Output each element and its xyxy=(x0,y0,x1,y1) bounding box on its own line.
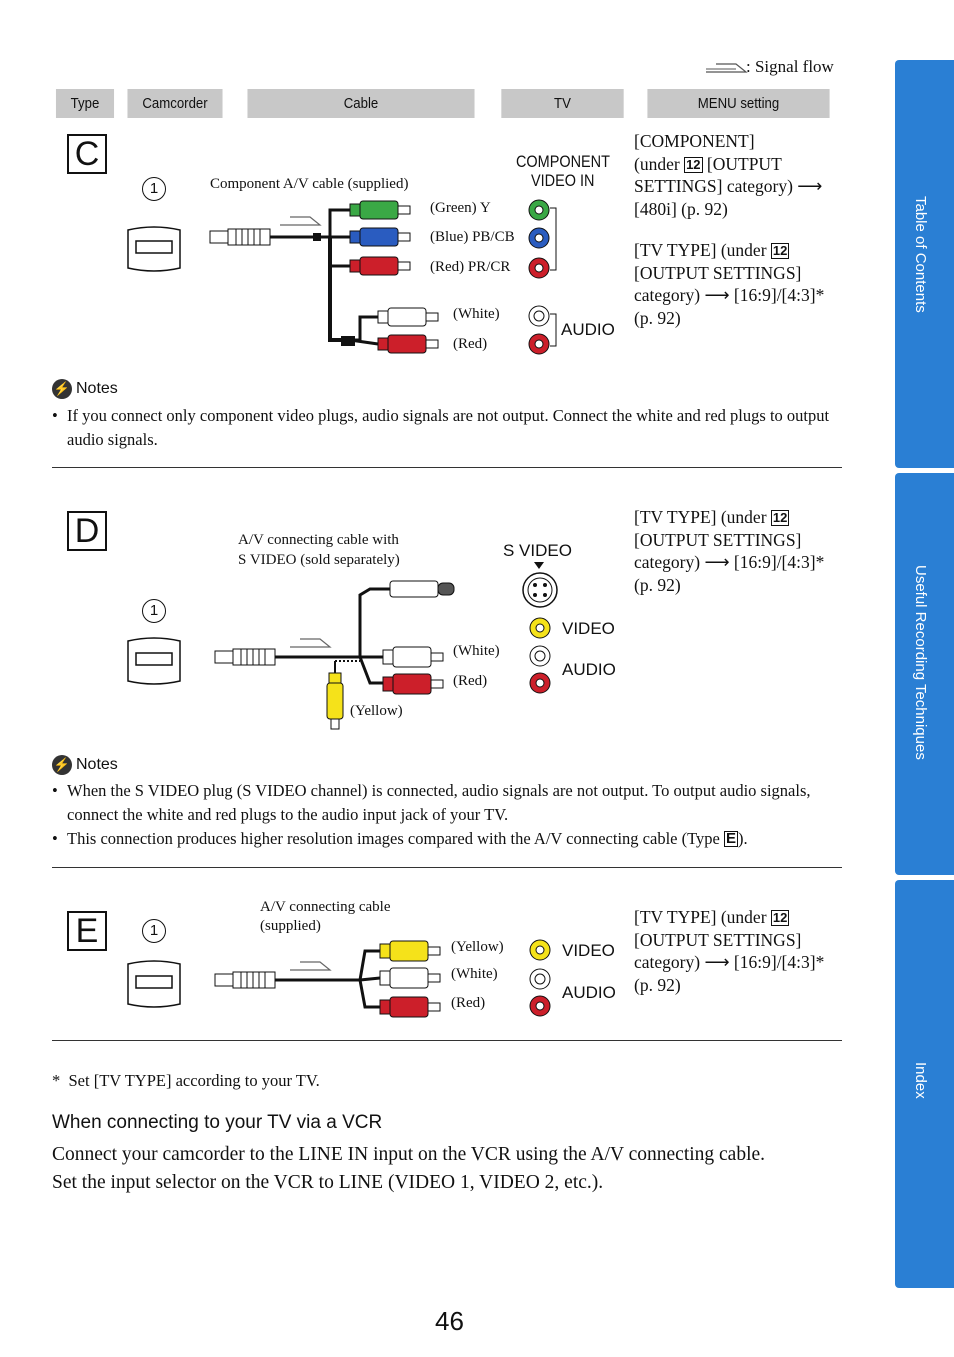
signal-flow-label: : Signal flow xyxy=(746,57,834,76)
tv-label-video-e: VIDEO xyxy=(562,941,615,960)
plug-label-red-d: (Red) xyxy=(453,673,488,689)
tab-label-toc: Table of Contents xyxy=(912,196,929,313)
tv-label-audio-c: AUDIO xyxy=(561,320,615,339)
header-camcorder: Camcorder xyxy=(127,89,222,118)
notes-icon: ⚡ xyxy=(52,379,72,399)
plug-label-green: (Green) Y xyxy=(430,200,491,216)
type-d-letter: D xyxy=(67,511,107,551)
plug-label-yellow-d: (Yellow) xyxy=(350,703,403,719)
notes-icon: ⚡ xyxy=(52,755,72,775)
plug-label-white: (White) xyxy=(453,306,500,322)
plug-label-yellow-e: (Yellow) xyxy=(451,939,504,955)
plug-label-red-e: (Red) xyxy=(451,995,486,1011)
footnote: * Set [TV TYPE] according to your TV. xyxy=(52,1071,320,1090)
divider xyxy=(52,1040,842,1041)
divider xyxy=(52,867,842,868)
vcr-body-1: Connect your camcorder to the LINE IN input on the VCR using the A/V connecting cable. xyxy=(52,1144,766,1165)
tv-label-svideo: S VIDEO xyxy=(503,541,572,560)
tv-component-jacks xyxy=(524,196,564,356)
arrow-right-icon: ⟶ xyxy=(704,552,730,572)
header-cable: Cable xyxy=(247,89,474,118)
plug-label-blue: (Blue) PB/CB xyxy=(430,229,515,245)
step-1-icon: 1 xyxy=(142,919,166,943)
tv-svideo-jacks xyxy=(520,560,564,695)
tv-label-audio-e: AUDIO xyxy=(562,983,616,1002)
menu-setting-d: [TV TYPE] (under 12 [OUTPUT SETTINGS] category) ⟶ [16:9]/[4:3]* (p. 92) xyxy=(634,507,825,595)
cable-c-label: Component A/V cable (supplied) xyxy=(210,176,409,192)
arrow-right-icon: ⟶ xyxy=(797,176,823,196)
plug-label-white-d: (White) xyxy=(453,643,500,659)
menu-icon-12: 12 xyxy=(772,510,788,525)
tab-label-techniques: Useful Recording Techniques xyxy=(912,565,929,760)
note-d-2: • This connection produces higher resolution images compared with the A/V connecting cable (Type E ). xyxy=(52,829,748,848)
menu-setting-c-2: [TV TYPE] (under 12 [OUTPUT SETTINGS] category) ⟶ [16:9]/[4:3]* (p. 92) xyxy=(634,240,825,328)
page-number: 46 xyxy=(435,1306,464,1336)
header-menu: MENU setting xyxy=(647,89,829,118)
tv-label-video-d: VIDEO xyxy=(562,619,615,638)
note-d-1: • When the S VIDEO plug (S VIDEO channel) is connected, audio signals are not output. To output audio signals, connect the white and red plugs to the audio input jack of your TV. xyxy=(52,781,811,824)
svideo-cable-diagram xyxy=(205,575,465,735)
menu-setting-c-1: [COMPONENT] (under 12 [OUTPUT SETTINGS] category) ⟶ [480i] (p. 92) xyxy=(634,131,823,219)
cable-e-label-2: (supplied) xyxy=(260,918,321,934)
tv-label-video-in: VIDEO IN xyxy=(531,171,595,190)
divider xyxy=(52,467,842,468)
signal-flow-arrow-icon xyxy=(704,60,748,76)
step-1-icon: 1 xyxy=(142,177,166,201)
camcorder-jack-icon xyxy=(124,958,184,1010)
arrow-right-icon: ⟶ xyxy=(704,285,730,305)
tab-label-index: Index xyxy=(912,1062,929,1099)
plug-label-white-e: (White) xyxy=(451,966,498,982)
vcr-body-2: Set the input selector on the VCR to LINE (VIDEO 1, VIDEO 2, etc.). xyxy=(52,1172,604,1193)
av-cable-diagram xyxy=(205,935,455,1025)
plug-label-red: (Red) PR/CR xyxy=(430,259,511,275)
plug-label-red-audio: (Red) xyxy=(453,336,488,352)
menu-icon-12: 12 xyxy=(686,156,701,172)
header-tv: TV xyxy=(501,89,623,118)
arrow-right-icon: ⟶ xyxy=(704,952,730,972)
step-1-icon: 1 xyxy=(142,599,166,623)
camcorder-jack-icon xyxy=(124,635,184,687)
tv-label-component: COMPONENT xyxy=(516,152,610,171)
notes-header-d: ⚡ Notes xyxy=(53,756,118,773)
menu-icon-12: 12 xyxy=(772,243,788,258)
tv-av-jacks xyxy=(520,934,564,1024)
vcr-heading: When connecting to your TV via a VCR xyxy=(52,1112,383,1133)
camcorder-jack-icon xyxy=(124,224,184,274)
menu-icon-12: 12 xyxy=(772,910,788,925)
type-e-ref-icon: E xyxy=(725,830,736,847)
notes-header-c: ⚡ Notes xyxy=(53,380,118,397)
note-c-1: • If you connect only component video plugs, audio signals are not output. Connect the white and red plugs to output audio signals. xyxy=(52,406,830,449)
tv-label-audio-d: AUDIO xyxy=(562,660,616,679)
menu-setting-e: [TV TYPE] (under 12 [OUTPUT SETTINGS] category) ⟶ [16:9]/[4:3]* (p. 92) xyxy=(634,907,825,995)
cable-d-label-1: A/V connecting cable with xyxy=(238,532,399,548)
type-c-letter: C xyxy=(67,134,107,174)
component-cable-diagram xyxy=(200,190,460,360)
header-type: Type xyxy=(56,89,114,118)
type-e-letter: E xyxy=(67,911,107,951)
cable-d-label-2: S VIDEO (sold separately) xyxy=(238,552,400,568)
cable-e-label-1: A/V connecting cable xyxy=(260,899,391,915)
